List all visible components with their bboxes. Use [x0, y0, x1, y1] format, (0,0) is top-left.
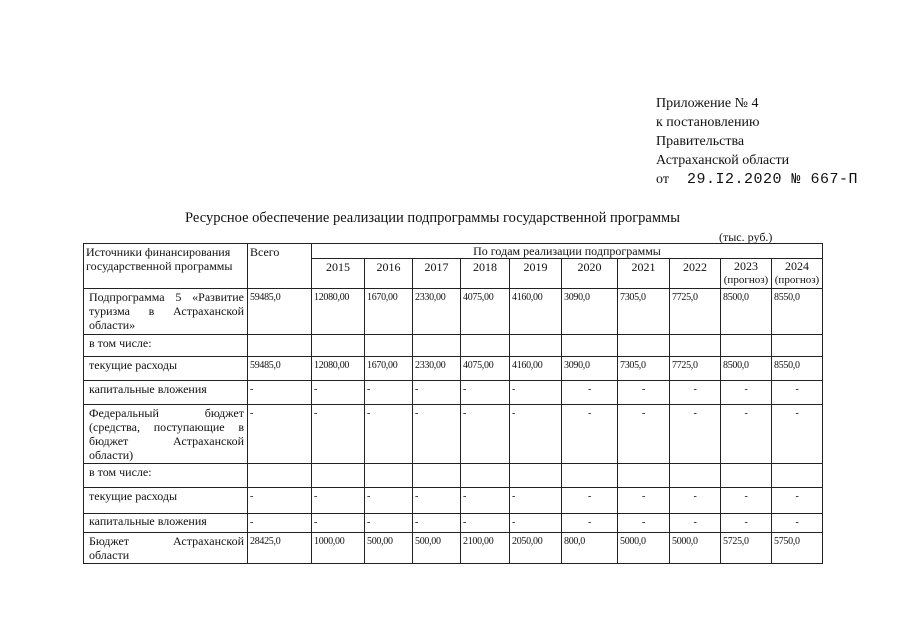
- row-label: текущие расходы: [84, 357, 248, 381]
- value-cell-2015: [312, 464, 365, 488]
- value-cell-2017: -: [413, 405, 461, 464]
- value-cell-2015: 12080,00: [312, 289, 365, 335]
- value-cell-2015: -: [312, 514, 365, 533]
- value-cell-2021: -: [618, 381, 670, 405]
- value-cell-2015: -: [312, 488, 365, 514]
- value-cell-2016: -: [365, 381, 413, 405]
- year-label: 2019: [523, 260, 548, 274]
- year-header-2021: [618, 259, 670, 289]
- appendix-line: Приложение № 4: [656, 96, 759, 111]
- appendix-block: [656, 94, 858, 189]
- year-header-2022: [670, 259, 721, 289]
- value-cell-2019: -: [510, 381, 562, 405]
- value-cell-2022: -: [670, 381, 721, 405]
- value-cell-2022: [670, 464, 721, 488]
- value-cell-2015: -: [312, 405, 365, 464]
- value-cell-2023: [721, 335, 772, 357]
- forecast-label: (прогноз): [723, 274, 769, 286]
- row-label: Подпрограмма 5 «Развитие туризма в Астраханской области»: [84, 289, 248, 335]
- table-row: [84, 335, 823, 357]
- year-label: 2018: [473, 260, 497, 274]
- value-cell-2023: 8500,0: [721, 289, 772, 335]
- year-header-2019: [510, 259, 562, 289]
- date-prefix: от: [656, 172, 669, 187]
- table-row: [84, 514, 823, 533]
- row-total: 28425,0: [248, 533, 312, 564]
- value-cell-2022: 7725,0: [670, 357, 721, 381]
- year-header-2023: [721, 259, 772, 289]
- table-row: [84, 464, 823, 488]
- value-cell-2018: 4075,00: [461, 289, 510, 335]
- row-total: [248, 464, 312, 488]
- value-cell-2021: -: [618, 405, 670, 464]
- value-cell-2021: 7305,0: [618, 289, 670, 335]
- value-cell-2017: [413, 335, 461, 357]
- value-cell-2018: 4075,00: [461, 357, 510, 381]
- date-number-stamp: 29.I2.2020 № 667-П: [686, 171, 858, 188]
- header-total: Всего: [248, 244, 312, 289]
- row-total: -: [248, 514, 312, 533]
- funding-table: [83, 243, 823, 564]
- table-row: [84, 357, 823, 381]
- table-row: [84, 381, 823, 405]
- row-label: Бюджет Астраханской области: [84, 533, 248, 564]
- value-cell-2020: -: [562, 405, 618, 464]
- value-cell-2023: 5725,0: [721, 533, 772, 564]
- value-cell-2019: -: [510, 514, 562, 533]
- value-cell-2022: 7725,0: [670, 289, 721, 335]
- value-cell-2024: -: [772, 514, 823, 533]
- value-cell-2018: [461, 335, 510, 357]
- row-total: [248, 335, 312, 357]
- value-cell-2024: [772, 335, 823, 357]
- value-cell-2018: 2100,00: [461, 533, 510, 564]
- value-cell-2019: -: [510, 405, 562, 464]
- value-cell-2021: [618, 335, 670, 357]
- year-label: 2021: [631, 260, 656, 274]
- table-row: [84, 488, 823, 514]
- value-cell-2019: 2050,00: [510, 533, 562, 564]
- year-label: 2017: [424, 260, 449, 274]
- value-cell-2020: [562, 464, 618, 488]
- value-cell-2024: -: [772, 405, 823, 464]
- value-cell-2015: -: [312, 381, 365, 405]
- value-cell-2023: -: [721, 381, 772, 405]
- value-cell-2017: -: [413, 381, 461, 405]
- row-label: капитальные вложения: [84, 514, 248, 533]
- value-cell-2020: -: [562, 381, 618, 405]
- value-cell-2024: 5750,0: [772, 533, 823, 564]
- value-cell-2021: 5000,0: [618, 533, 670, 564]
- value-cell-2021: -: [618, 488, 670, 514]
- row-total: 59485,0: [248, 289, 312, 335]
- value-cell-2020: -: [562, 488, 618, 514]
- year-label: 2022: [683, 260, 707, 274]
- units-note: (тыс. руб.): [719, 230, 773, 244]
- year-header-2015: [312, 259, 365, 289]
- value-cell-2019: -: [510, 488, 562, 514]
- row-total: -: [248, 488, 312, 514]
- header-source: Источники финансирования государственной программы: [84, 244, 248, 289]
- table-row: [84, 405, 823, 464]
- value-cell-2023: 8500,0: [721, 357, 772, 381]
- value-cell-2017: 500,00: [413, 533, 461, 564]
- value-cell-2024: 8550,0: [772, 357, 823, 381]
- value-cell-2021: 7305,0: [618, 357, 670, 381]
- header-row: [84, 244, 823, 259]
- value-cell-2018: -: [461, 381, 510, 405]
- value-cell-2021: [618, 464, 670, 488]
- value-cell-2024: -: [772, 488, 823, 514]
- row-total: -: [248, 381, 312, 405]
- value-cell-2016: -: [365, 488, 413, 514]
- value-cell-2023: [721, 464, 772, 488]
- value-cell-2022: -: [670, 405, 721, 464]
- value-cell-2015: 1000,00: [312, 533, 365, 564]
- value-cell-2017: 2330,00: [413, 289, 461, 335]
- row-total: -: [248, 405, 312, 464]
- value-cell-2023: -: [721, 514, 772, 533]
- value-cell-2019: [510, 464, 562, 488]
- year-label: 2024: [785, 259, 809, 273]
- value-cell-2021: -: [618, 514, 670, 533]
- year-header-2018: [461, 259, 510, 289]
- value-cell-2023: -: [721, 405, 772, 464]
- year-label: 2023: [734, 259, 758, 273]
- value-cell-2018: -: [461, 514, 510, 533]
- value-cell-2017: -: [413, 514, 461, 533]
- row-total: 59485,0: [248, 357, 312, 381]
- appendix-line: Астраханской области: [656, 153, 790, 168]
- year-header-2017: [413, 259, 461, 289]
- year-label: 2016: [376, 260, 401, 274]
- value-cell-2022: 5000,0: [670, 533, 721, 564]
- value-cell-2019: 4160,00: [510, 289, 562, 335]
- value-cell-2018: -: [461, 488, 510, 514]
- value-cell-2018: [461, 464, 510, 488]
- value-cell-2016: -: [365, 514, 413, 533]
- table-row: [84, 289, 823, 335]
- value-cell-2016: 1670,00: [365, 357, 413, 381]
- value-cell-2024: [772, 464, 823, 488]
- table-row: [84, 533, 823, 564]
- value-cell-2020: -: [562, 514, 618, 533]
- appendix-line: Правительства: [656, 134, 745, 149]
- forecast-label: (прогноз): [774, 274, 820, 286]
- header-years-group: По годам реализации подпрограммы: [312, 244, 823, 259]
- value-cell-2022: [670, 335, 721, 357]
- year-label: 2015: [326, 260, 350, 274]
- row-label: текущие расходы: [84, 488, 248, 514]
- value-cell-2017: 2330,00: [413, 357, 461, 381]
- row-label: в том числе:: [84, 335, 248, 357]
- value-cell-2017: [413, 464, 461, 488]
- year-header-2020: [562, 259, 618, 289]
- value-cell-2020: [562, 335, 618, 357]
- value-cell-2015: [312, 335, 365, 357]
- row-label: Федеральный бюджет (средства, поступающие в бюджет Астраханской области): [84, 405, 248, 464]
- year-label: 2020: [577, 260, 602, 274]
- value-cell-2016: [365, 335, 413, 357]
- value-cell-2022: -: [670, 488, 721, 514]
- value-cell-2020: 800,0: [562, 533, 618, 564]
- value-cell-2016: 500,00: [365, 533, 413, 564]
- value-cell-2016: 1670,00: [365, 289, 413, 335]
- value-cell-2023: -: [721, 488, 772, 514]
- value-cell-2015: 12080,00: [312, 357, 365, 381]
- appendix-date-line: [656, 170, 858, 189]
- value-cell-2019: [510, 335, 562, 357]
- value-cell-2022: -: [670, 514, 721, 533]
- appendix-line: к постановлению: [656, 115, 760, 130]
- value-cell-2018: -: [461, 405, 510, 464]
- year-header-2024: [772, 259, 823, 289]
- row-label: в том числе:: [84, 464, 248, 488]
- year-header-2016: [365, 259, 413, 289]
- value-cell-2017: -: [413, 488, 461, 514]
- value-cell-2016: -: [365, 405, 413, 464]
- value-cell-2024: -: [772, 381, 823, 405]
- value-cell-2020: 3090,0: [562, 357, 618, 381]
- row-label: капитальные вложения: [84, 381, 248, 405]
- document-title: Ресурсное обеспечение реализации подпрограммы государственной программы: [185, 210, 680, 226]
- value-cell-2024: 8550,0: [772, 289, 823, 335]
- value-cell-2020: 3090,0: [562, 289, 618, 335]
- value-cell-2019: 4160,00: [510, 357, 562, 381]
- value-cell-2016: [365, 464, 413, 488]
